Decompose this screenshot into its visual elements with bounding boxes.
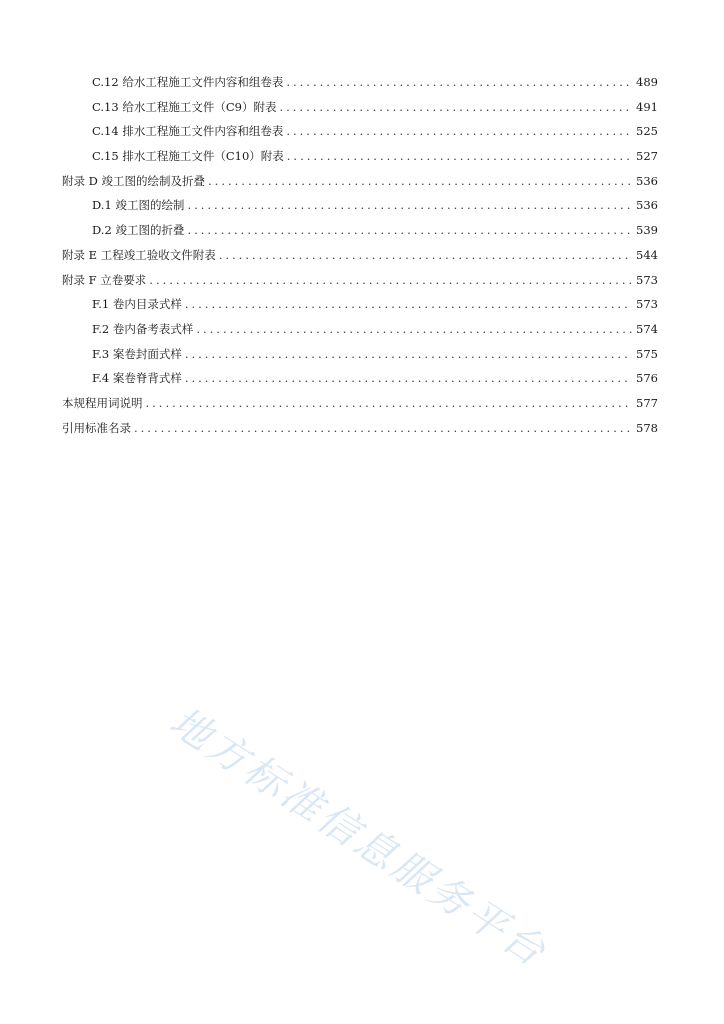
toc-entry-d2[interactable] [62, 218, 658, 243]
toc-entry-title: F.4 案卷脊背式样 [92, 371, 182, 386]
toc-entry-appendix-d[interactable] [62, 169, 658, 194]
toc-leader-dots [286, 119, 632, 144]
toc-leader-dots [149, 268, 632, 293]
toc-entry-page: 574 [636, 321, 658, 336]
toc-leader-dots [134, 416, 632, 441]
toc-entry-c13[interactable] [62, 95, 658, 120]
toc-leader-dots [196, 317, 632, 342]
toc-entry-title: 本规程用词说明 [62, 395, 143, 410]
toc-entry-f1[interactable] [62, 292, 658, 317]
toc-entry-title: C.15 排水工程施工文件（C10）附表 [92, 149, 284, 164]
toc-entry-title: C.13 给水工程施工文件（C9）附表 [92, 99, 277, 114]
toc-leader-dots [185, 292, 632, 317]
toc-entry-title: 附录 D 竣工图的绘制及折叠 [62, 173, 206, 188]
toc-entry-f2[interactable] [62, 317, 658, 342]
toc-entry-page: 536 [636, 198, 658, 213]
toc-entry-title: F.3 案卷封面式样 [92, 346, 182, 361]
toc-leader-dots [187, 193, 632, 218]
toc-entry-title: D.1 竣工图的绘制 [92, 198, 185, 213]
toc-entry-title: 附录 F 立卷要求 [62, 272, 147, 287]
toc-leader-dots [219, 243, 632, 268]
toc-entry-page: 577 [636, 395, 658, 410]
toc-leader-dots [286, 70, 632, 95]
toc-entry-appendix-e[interactable] [62, 243, 658, 268]
toc-entry-page: 536 [636, 173, 658, 188]
toc-entry-title: D.2 竣工图的折叠 [92, 223, 185, 238]
toc-entry-title: 引用标准名录 [62, 420, 131, 435]
toc-leader-dots [146, 391, 633, 416]
toc-entry-c14[interactable] [62, 119, 658, 144]
toc-entry-c15[interactable] [62, 144, 658, 169]
toc-leader-dots [287, 144, 632, 169]
toc-leader-dots [185, 342, 632, 367]
toc-entry-page: 527 [636, 149, 658, 164]
toc-entry-f3[interactable] [62, 342, 658, 367]
toc-entry-c12[interactable] [62, 70, 658, 95]
toc-entry-page: 576 [636, 371, 658, 386]
toc-entry-referenced-standards[interactable] [62, 416, 658, 441]
toc-entry-f4[interactable] [62, 366, 658, 391]
toc-entry-title: C.14 排水工程施工文件内容和组卷表 [92, 124, 284, 139]
toc-entry-title: F.1 卷内目录式样 [92, 297, 182, 312]
toc-leader-dots [187, 218, 632, 243]
toc-leader-dots [279, 95, 632, 120]
toc-entry-page: 573 [636, 272, 658, 287]
toc-entry-title: 附录 E 工程竣工验收文件附表 [62, 247, 216, 262]
toc-entry-appendix-f[interactable] [62, 268, 658, 293]
toc-entry-page: 573 [636, 297, 658, 312]
table-of-contents [62, 70, 658, 440]
toc-entry-wording-explanation[interactable] [62, 391, 658, 416]
toc-leader-dots [208, 169, 632, 194]
toc-entry-page: 489 [636, 75, 658, 89]
toc-entry-page: 525 [636, 124, 658, 139]
toc-entry-page: 539 [636, 223, 658, 238]
toc-entry-page: 544 [636, 247, 658, 262]
toc-entry-page: 578 [636, 420, 658, 435]
toc-entry-page: 491 [636, 99, 658, 114]
toc-entry-page: 575 [636, 346, 658, 361]
toc-entry-title: C.12 给水工程施工文件内容和组卷表 [92, 75, 284, 89]
watermark-text: 地方标准信息服务平台 [161, 698, 556, 977]
toc-entry-d1[interactable] [62, 193, 658, 218]
toc-entry-title: F.2 卷内备考表式样 [92, 321, 194, 336]
toc-leader-dots [185, 366, 632, 391]
